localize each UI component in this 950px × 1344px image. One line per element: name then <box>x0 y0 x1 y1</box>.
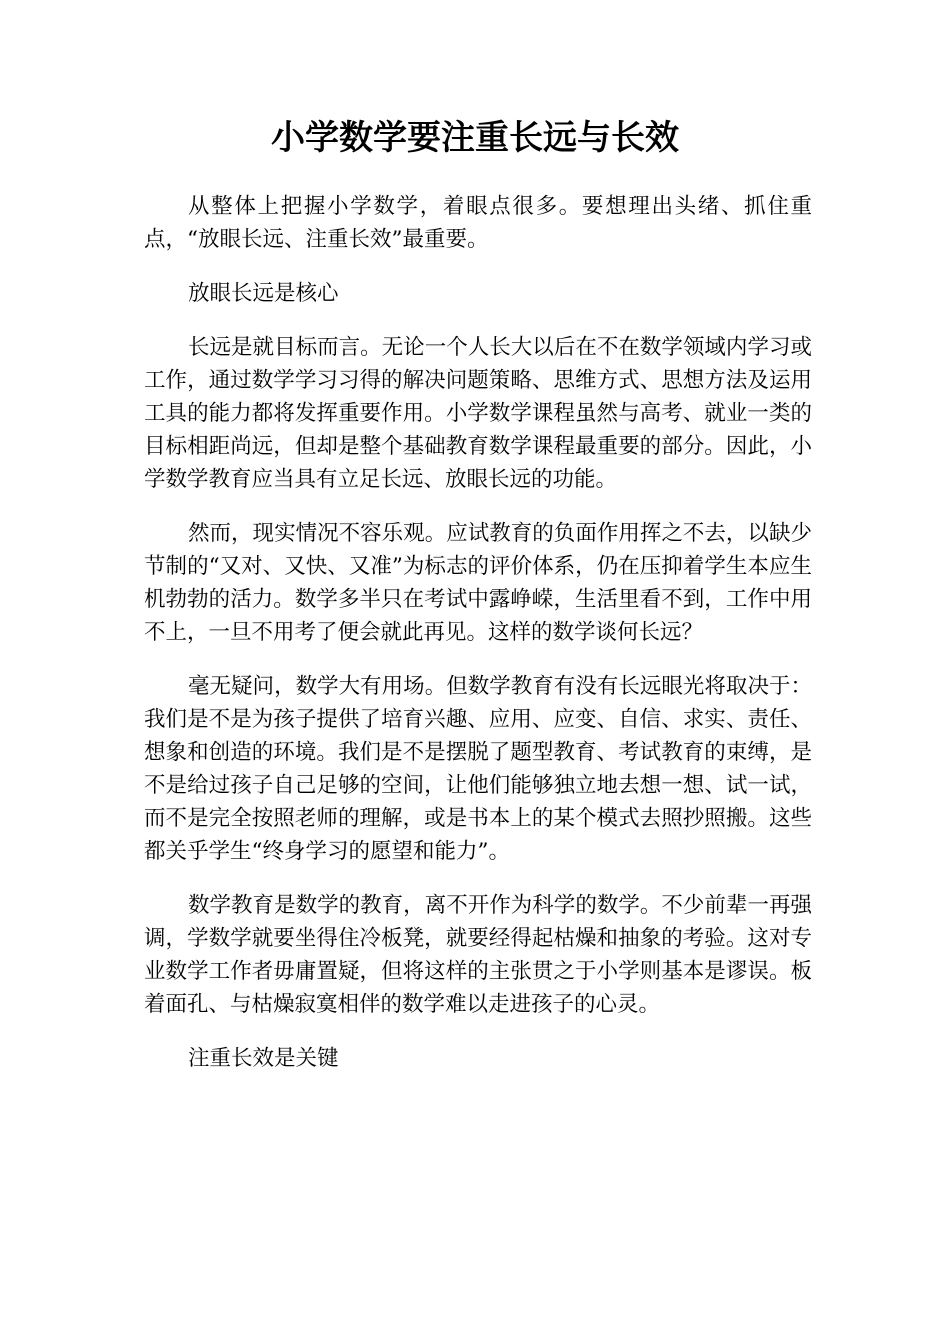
section-heading-key: 注重长效是关键 <box>188 1046 339 1071</box>
paragraph-intro: 从整体上把握小学数学，着眼点很多。要想理出头绪、抓住重点，“放眼长远、注重长效”最重要。 <box>144 194 812 252</box>
section-heading-core: 放眼长远是核心 <box>188 281 339 306</box>
paragraph-reality: 然而，现实情况不容乐观。应试教育的负面作用挥之不去，以缺少节制的“又对、又快、又准”为标志的评价体系，仍在压抑着学生本应生机勃勃的活力。数学多半只在考试中露峥嵘，生活里看不到，工作中用不上，一旦不用考了便会就此再见。这样的数学谈何长远？ <box>144 521 812 645</box>
document-body <box>144 190 812 1096</box>
paragraph-long-term-goal: 长远是就目标而言。无论一个人长大以后在不在数学领域内学习或工作，通过数学学习习得的解决问题策略、思维方式、思想方法及运用工具的能力都将发挥重要作用。小学数学课程虽然与高考、就业一类的目标相距尚远，但却是整个基础教育数学课程最重要的部分。因此，小学数学教育应当具有立足长远、放眼长远的功能。 <box>144 335 812 492</box>
paragraph-math-education: 数学教育是数学的教育，离不开作为科学的数学。不少前辈一再强调，学数学就要坐得住冷板凳，就要经得起枯燥和抽象的考验。这对专业数学工作者毋庸置疑，但将这样的主张贯之于小学则基本是谬误。板着面孔、与枯燥寂寞相伴的数学难以走进孩子的心灵。 <box>144 893 812 1017</box>
paragraph-no-doubt: 毫无疑问，数学大有用场。但数学教育有没有长远眼光将取决于：我们是不是为孩子提供了培育兴趣、应用、应变、自信、求实、责任、想象和创造的环境。我们是不是摆脱了题型教育、考试教育的束缚，是不是给过孩子自己足够的空间，让他们能够独立地去想一想、试一试，而不是完全按照老师的理解，或是书本上的某个模式去照抄照搬。这些都关乎学生“终身学习的愿望和能力”。 <box>144 674 812 864</box>
document-title: 小学数学要注重长远与长效 <box>271 118 679 158</box>
